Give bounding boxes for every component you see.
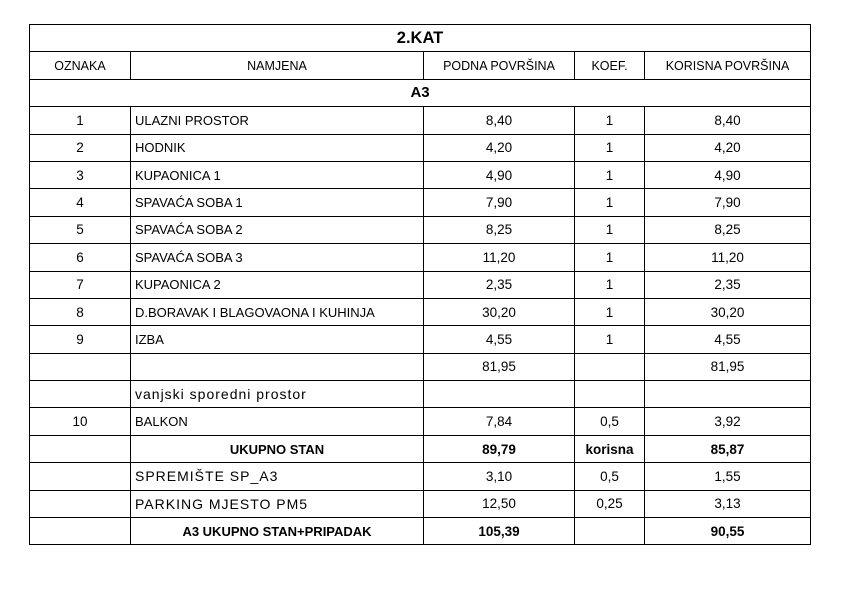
cell-korisna: 4,55 [645,326,811,353]
cell-empty [30,381,131,408]
cell-namjena: KUPAONICA 2 [131,271,424,298]
cell-koef: 0,5 [575,463,645,490]
cell-namjena: SPAVAĆA SOBA 3 [131,244,424,271]
cell-namjena: IZBA [131,326,424,353]
cell-empty [575,353,645,380]
cell-podna: 12,50 [424,490,575,517]
header-podna: PODNA POVRŠINA [424,52,575,79]
balcony-row [30,408,811,435]
section-label: A3 [30,79,811,106]
table-row [30,326,811,353]
cell-empty [575,381,645,408]
cell-oznaka: 9 [30,326,131,353]
cell-empty [575,518,645,545]
subtotal-row [30,353,811,380]
cell-koef: 1 [575,107,645,134]
cell-oznaka: 7 [30,271,131,298]
cell-namjena: KUPAONICA 1 [131,161,424,188]
cell-koef: 1 [575,271,645,298]
grand-total-podna: 105,39 [424,518,575,545]
extra-row [30,463,811,490]
outdoor-label: vanjski sporedni prostor [131,381,424,408]
cell-empty [645,381,811,408]
cell-empty [30,353,131,380]
cell-koef: 1 [575,189,645,216]
cell-koef: 0,5 [575,408,645,435]
cell-podna: 3,10 [424,463,575,490]
cell-koef: 1 [575,134,645,161]
cell-korisna: 11,20 [645,244,811,271]
cell-oznaka: 10 [30,408,131,435]
cell-korisna: 8,40 [645,107,811,134]
cell-korisna: 30,20 [645,298,811,325]
cell-korisna: 2,35 [645,271,811,298]
cell-oznaka: 2 [30,134,131,161]
cell-oznaka: 1 [30,107,131,134]
cell-empty [131,353,424,380]
cell-korisna: 3,92 [645,408,811,435]
cell-podna: 8,25 [424,216,575,243]
cell-koef: 1 [575,244,645,271]
header-oznaka: OZNAKA [30,52,131,79]
table-row [30,189,811,216]
cell-empty [30,463,131,490]
table-row [30,107,811,134]
cell-oznaka: 3 [30,161,131,188]
cell-koef: 1 [575,298,645,325]
cell-oznaka: 5 [30,216,131,243]
cell-empty [424,381,575,408]
cell-oznaka: 4 [30,189,131,216]
cell-podna: 2,35 [424,271,575,298]
cell-podna: 4,20 [424,134,575,161]
cell-podna: 30,20 [424,298,575,325]
cell-podna: 4,55 [424,326,575,353]
cell-namjena: ULAZNI PROSTOR [131,107,424,134]
header-koef: KOEF. [575,52,645,79]
cell-korisna: 1,55 [645,463,811,490]
table-row [30,244,811,271]
cell-namjena: PARKING MJESTO PM5 [131,490,424,517]
total-stan-korisna: 85,87 [645,435,811,462]
cell-podna: 4,90 [424,161,575,188]
cell-namjena: SPREMIŠTE SP_A3 [131,463,424,490]
grand-total-label: A3 UKUPNO STAN+PRIPADAK [131,518,424,545]
cell-podna: 7,90 [424,189,575,216]
header-korisna: KORISNA POVRŠINA [645,52,811,79]
table-title: 2.KAT [30,25,811,52]
grand-total-korisna: 90,55 [645,518,811,545]
total-stan-row [30,435,811,462]
table-row [30,271,811,298]
cell-namjena: D.BORAVAK I BLAGOVAONA I KUHINJA [131,298,424,325]
cell-oznaka: 8 [30,298,131,325]
area-table [29,24,811,545]
table-row [30,216,811,243]
header-namjena: NAMJENA [131,52,424,79]
cell-empty [30,490,131,517]
total-stan-podna: 89,79 [424,435,575,462]
cell-oznaka: 6 [30,244,131,271]
cell-koef: 1 [575,161,645,188]
table-row [30,161,811,188]
table-row [30,134,811,161]
cell-namjena: BALKON [131,408,424,435]
cell-podna: 11,20 [424,244,575,271]
outdoor-label-row [30,381,811,408]
subtotal-korisna: 81,95 [645,353,811,380]
cell-empty [30,435,131,462]
cell-empty [30,518,131,545]
cell-namjena: HODNIK [131,134,424,161]
total-stan-label: UKUPNO STAN [131,435,424,462]
cell-korisna: 7,90 [645,189,811,216]
table-row [30,298,811,325]
cell-korisna: 4,90 [645,161,811,188]
cell-podna: 8,40 [424,107,575,134]
cell-podna: 7,84 [424,408,575,435]
cell-korisna: 3,13 [645,490,811,517]
extra-row [30,490,811,517]
grand-total-row [30,518,811,545]
total-stan-koef: korisna [575,435,645,462]
cell-korisna: 4,20 [645,134,811,161]
cell-koef: 1 [575,216,645,243]
cell-namjena: SPAVAĆA SOBA 1 [131,189,424,216]
subtotal-podna: 81,95 [424,353,575,380]
cell-koef: 1 [575,326,645,353]
cell-korisna: 8,25 [645,216,811,243]
cell-koef: 0,25 [575,490,645,517]
cell-namjena: SPAVAĆA SOBA 2 [131,216,424,243]
